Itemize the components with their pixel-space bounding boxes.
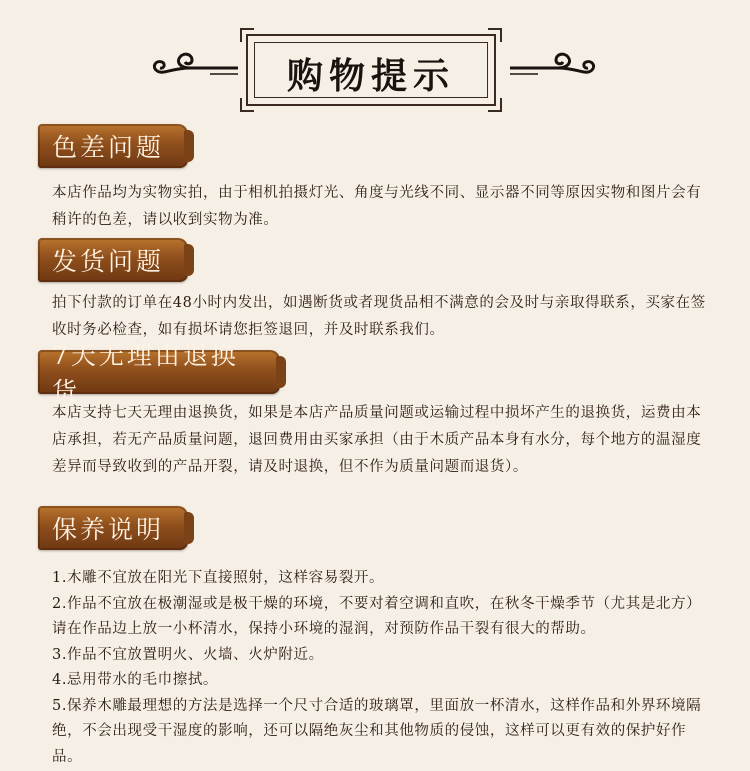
section-heading-color-difference: 色差问题 — [38, 124, 188, 168]
cloud-swirl-right-icon — [508, 48, 598, 82]
list-item: 5.保养木雕最理想的方法是选择一个尺寸合适的玻璃罩，里面放一杯清水，这样作品和外界环境隔绝，不会出现受干湿度的影响，还可以隔绝灰尘和其他物质的侵蚀，这样可以更有效的保护好作品。 — [52, 697, 702, 765]
list-item: 2.作品不宜放在极潮湿或是极干燥的环境，不要对着空调和直吹，在秋冬干燥季节（尤其是北方）请在作品边上放一小杯清水，保持小环境的湿润，对预防作品干裂有很大的帮助。 — [52, 595, 702, 637]
list-item: 3.作品不宜放置明火、火墙、火炉附近。 — [52, 646, 324, 663]
list-item: 1.木雕不宜放在阳光下直接照射，这样容易裂开。 — [52, 570, 385, 586]
cloud-swirl-left-icon — [150, 48, 240, 82]
page-header — [0, 18, 750, 108]
section-body-returns: 本店支持七天无理由退换货，如果是本店产品质量问题或运输过程中损坏产生的退换货，运费由本店承担，若无产品质量问题，退回费用由买家承担（由于木质产品本身有水分，每个地方的温湿度差异而导致收到的产品开裂，请及时退换，但不作为质量问题而退货）。 — [52, 405, 702, 475]
page-title: 购物提示 — [286, 55, 455, 97]
list-item: 4.忌用带水的毛巾擦拭。 — [52, 672, 219, 688]
title-frame — [246, 34, 496, 106]
care-list — [52, 566, 712, 770]
section-heading-returns: 7天无理由退换货 — [38, 350, 280, 394]
section-body-shipping: 拍下付款的订单在48小时内发出，如遇断货或者现货品相不满意的会及时与亲取得联系，买家在签收时务必检查，如有损坏请您拒签退回，并及时联系我们。 — [52, 295, 706, 338]
section-heading-shipping: 发货问题 — [38, 238, 188, 282]
section-heading-care: 保养说明 — [38, 506, 188, 550]
section-body-color-difference: 本店作品均为实物实拍，由于相机拍摄灯光、角度与光线不同、显示器不同等原因实物和图片会有稍许的色差，请以收到实物为准。 — [52, 185, 702, 228]
